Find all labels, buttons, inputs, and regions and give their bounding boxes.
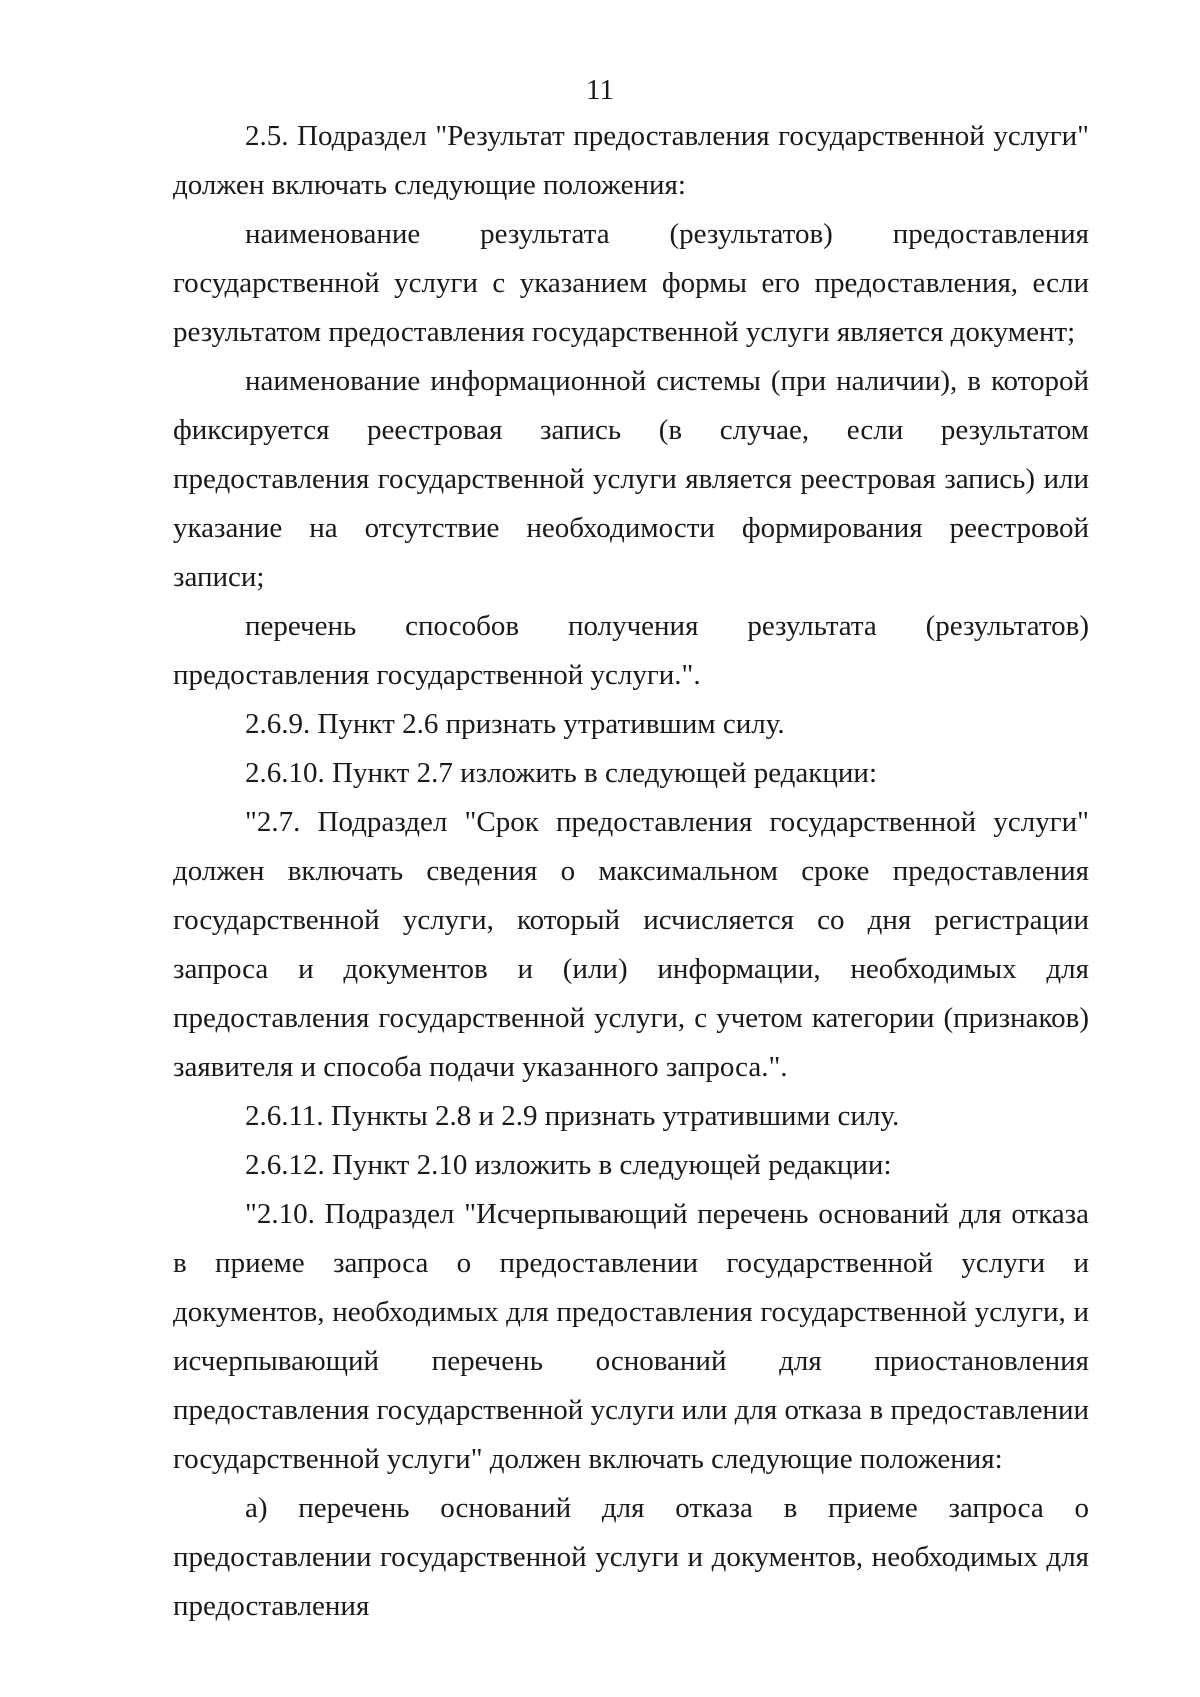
paragraph-2-7-term: "2.7. Подраздел "Срок предоставления государственной услуги" должен включать сведения о максимальном сроке предоставления государственной услуги, который исчисляется со дня регистрации запроса и документов и (или) информации, необходимых для предоставления государственной услуги, с учетом категории (признаков) заявителя и способа подачи указанного запроса.". <box>173 806 1089 1083</box>
document-body <box>173 112 1089 1631</box>
paragraph-2-10-grounds: "2.10. Подраздел "Исчерпывающий перечень оснований для отказа в приеме запроса о предоставлении государственной услуги и документов, необходимых для предоставления государственной услуги, и исчерпывающий перечень оснований для приостановления предоставления государственной услуги или для отказа в предоставлении государственной услуги" должен включать следующие положения: <box>173 1198 1089 1475</box>
paragraph-2-6-9: 2.6.9. Пункт 2.6 признать утратившим силу. <box>245 708 785 740</box>
paragraph-item-a: а) перечень оснований для отказа в приеме запроса о предоставлении государственной услуги и документов, необходимых для предоставления <box>173 1492 1089 1622</box>
paragraph-information-system: наименование информационной системы (при наличии), в которой фиксируется реестровая запись (в случае, если результатом предоставления государственной услуги является реестровая запись) или указание на отсутствие необходимости формирования реестровой записи; <box>173 365 1089 593</box>
page-number: 11 <box>586 74 614 106</box>
paragraph-2-5-result: 2.5. Подраздел "Результат предоставления государственной услуги" должен включать следующие положения: <box>173 120 1089 201</box>
paragraph-2-6-12: 2.6.12. Пункт 2.10 изложить в следующей редакции: <box>245 1149 892 1181</box>
paragraph-result-name: наименование результата (результатов) предоставления государственной услуги с указанием формы его предоставления, если результатом предоставления государственной услуги является документ; <box>173 218 1089 348</box>
paragraph-ways-of-receiving: перечень способов получения результата (результатов) предоставления государственной услуги.". <box>173 610 1089 691</box>
paragraph-2-6-10: 2.6.10. Пункт 2.7 изложить в следующей редакции: <box>245 757 878 789</box>
paragraph-2-6-11: 2.6.11. Пункты 2.8 и 2.9 признать утратившими силу. <box>245 1100 900 1132</box>
